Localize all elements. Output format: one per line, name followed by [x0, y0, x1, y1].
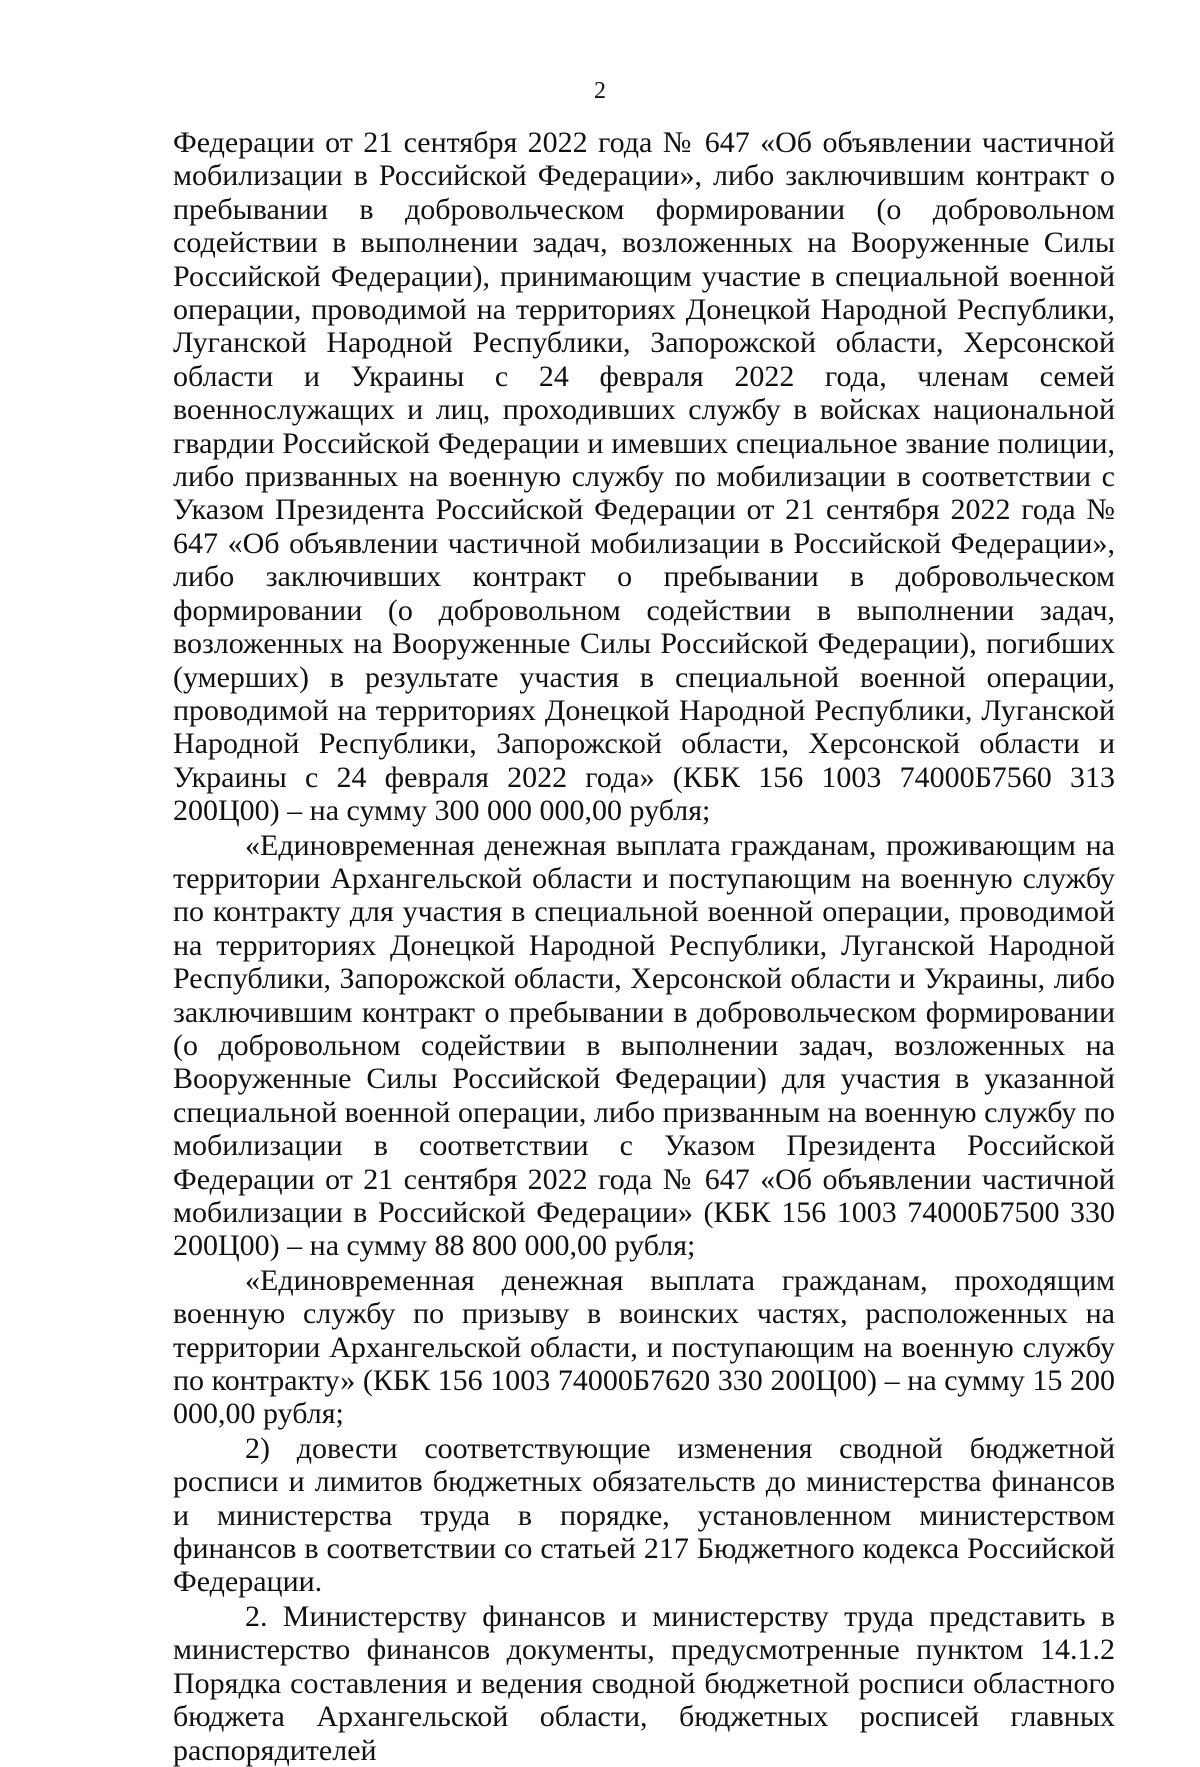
paragraph-payment-contract-service: «Единовременная денежная выплата гражданам, проживающим на территории Архангельской области и поступающим на военную службу по контракту для участия в специальной военной операции, проводимой на территориях Донецкой Народной Республики, Луганской Народной Республики, Запорожской области, Херсонской области и Украины, либо заключившим контракт о пребывании в добровольческом формировании (о добровольном содействии в выполнении задач, возложенных на Вооруженные Силы Российской Федерации) для участия в указанной специальной военной операции, либо призванным на военную службу по мобилизации в соответствии с Указом Президента Российской Федерации от 21 сентября 2022 года № 647 «Об объявлении частичной мобилизации в Российской Федерации» (КБК 156 1003 74000Б7500 330 200Ц00) – на сумму 88 800 000,00 рубля;: [173, 828, 1115, 1263]
paragraph-item-2-budget-changes: 2) довести соответствующие изменения сводной бюджетной росписи и лимитов бюджетных обязательств до министерства финансов и министерства труда в порядке, установленном министерством финансов в соответствии со статьей 217 Бюджетного кодекса Российской Федерации.: [173, 1431, 1115, 1599]
paragraph-payment-conscripts: «Единовременная денежная выплата гражданам, проходящим военную службу по призыву в воинских частях, расположенных на территории Архангельской области, и поступающим на военную службу по контракту» (КБК 156 1003 74000Б7620 330 200Ц00) – на сумму 15 200 000,00 рубля;: [173, 1263, 1115, 1431]
page-number: 2: [594, 78, 606, 104]
paragraph-section-2-ministries: 2. Министерству финансов и министерству труда представить в министерство финансов документы, предусмотренные пунктом 14.1.2 Порядка составления и ведения сводной бюджетной росписи областного бюджета Архангельской области, бюджетных росписей главных распорядителей: [173, 1599, 1115, 1767]
document-body: [173, 126, 1115, 1767]
paragraph-continuation: Федерации от 21 сентября 2022 года № 647 «Об объявлении частичной мобилизации в Российской Федерации», либо заключившим контракт о пребывании в добровольческом формировании (о добровольном содействии в выполнении задач, возложенных на Вооруженные Силы Российской Федерации), принимающим участие в специальной военной операции, проводимой на территориях Донецкой Народной Республики, Луганской Народной Республики, Запорожской области, Херсонской области и Украины с 24 февраля 2022 года, членам семей военнослужащих и лиц, проходивших службу в войсках национальной гвардии Российской Федерации и имевших специальное звание полиции, либо призванных на военную службу по мобилизации в соответствии с Указом Президента Российской Федерации от 21 сентября 2022 года № 647 «Об объявлении частичной мобилизации в Российской Федерации», либо заключивших контракт о пребывании в добровольческом формировании (о добровольном содействии в выполнении задач, возложенных на Вооруженные Силы Российской Федерации), погибших (умерших) в результате участия в специальной военной операции, проводимой на территориях Донецкой Народной Республики, Луганской Народной Республики, Запорожской области, Херсонской области и Украины с 24 февраля 2022 года» (КБК 156 1003 74000Б7560 313 200Ц00) – на сумму 300 000 000,00 рубля;: [173, 126, 1115, 828]
